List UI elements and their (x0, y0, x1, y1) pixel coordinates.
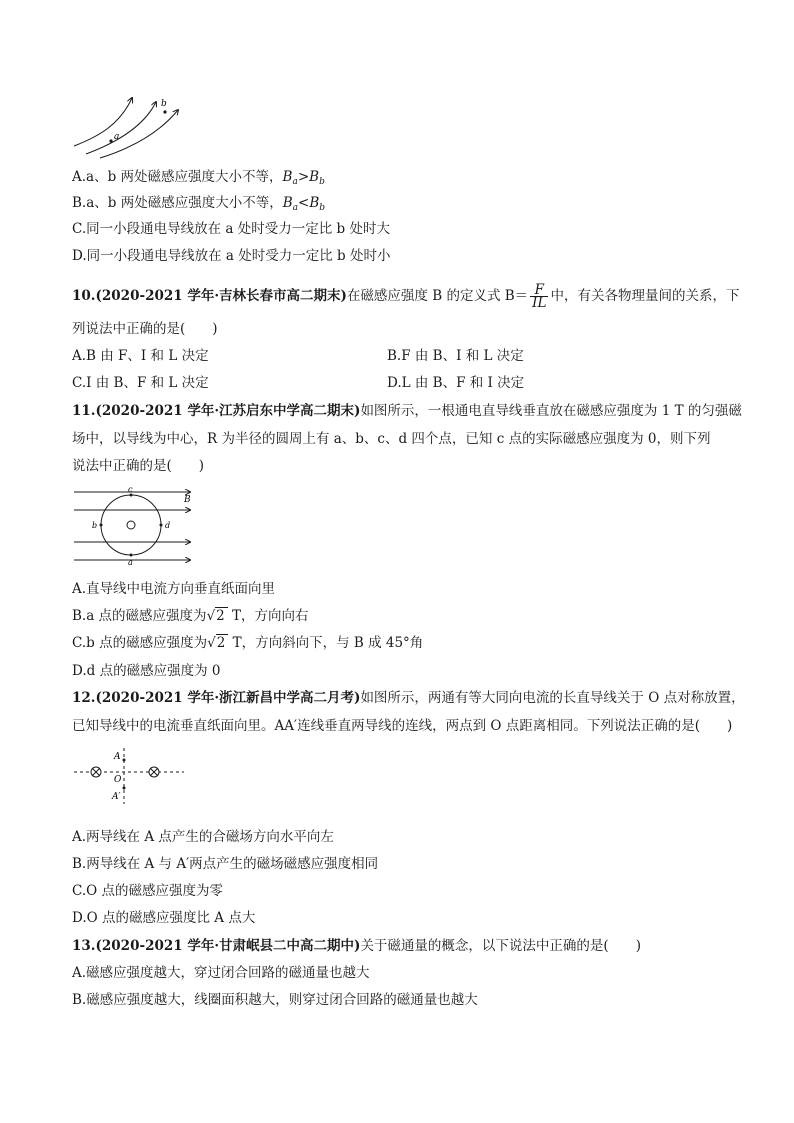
q9-option-b[interactable]: B.a、b 两处磁感应强度大小不等，$B_a<B_b$ (72, 195, 325, 213)
q12-stem-line-1: 12.(2020-2021 学年·浙江新昌中学高二月考)如图所示，两通有等大同向电流的长直导线关于 O 点对称放置， (72, 690, 745, 706)
q11-stem-line-3: 说法中正确的是( ) (72, 458, 205, 474)
field-line-2 (86, 102, 156, 154)
q12-source: (2020-2021 学年·浙江新昌中学高二月考) (95, 690, 361, 706)
field-line-3 (100, 110, 178, 158)
q11-option-c[interactable]: C.b 点的磁感应强度为√2 T，方向斜向下，与 B 成 45°角 (72, 635, 424, 651)
q12-option-a[interactable]: A.两导线在 A 点产生的合磁场方向水平向左 (72, 829, 334, 845)
point-d (160, 524, 163, 527)
q9-option-c[interactable]: C.同一小段通电导线放在 a 处时受力一定比 b 处时大 (72, 221, 390, 237)
q11-stem-line-1: 11.(2020-2021 学年·江苏启东中学高二期末)如图所示，一根通电直导线垂直放在磁感应强度为 1 T 的匀强磁 (72, 403, 742, 419)
label-a: a (128, 558, 133, 567)
q10-option-a[interactable]: A.B 由 F、I 和 L 决定 (72, 348, 209, 364)
q10-stem-line-2: 列说法中正确的是( ) (72, 321, 218, 337)
label-A: A (114, 752, 121, 762)
q9-field-lines-figure (70, 94, 190, 160)
q11-source: (2020-2021 学年·江苏启东中学高二期末) (95, 403, 361, 419)
q9-option-d[interactable]: D.同一小段通电导线放在 a 处时受力一定比 b 处时小 (72, 248, 391, 264)
point-A-prime (123, 787, 126, 790)
circle-radius-R (101, 495, 161, 555)
q10-option-c[interactable]: C.I 由 B、F 和 L 决定 (72, 375, 209, 391)
q10-source: (2020-2021 学年·吉林长春市高二期末) (95, 288, 347, 304)
label-O: O (114, 775, 122, 785)
point-b (163, 110, 166, 113)
q10-stem-line-1: 10.(2020-2021 学年·吉林长春市高二期末)在磁感应强度 B 的定义式 B＝ $\frac{F}{IL}$ 中，有关各物理量间的关系，下 (72, 282, 740, 311)
q12-two-wires-figure (72, 744, 188, 806)
q10-option-b[interactable]: B.F 由 B、I 和 L 决定 (387, 348, 524, 364)
wire-left-into-page (91, 767, 101, 777)
q13-option-b[interactable]: B.磁感应强度越大，线圈面积越大，则穿过闭合回路的磁通量也越大 (72, 992, 478, 1008)
field-line-1 (74, 98, 132, 146)
q13-option-a[interactable]: A.磁感应强度越大，穿过闭合回路的磁通量也越大 (72, 965, 370, 981)
label-d: d (165, 521, 171, 530)
q12-option-c[interactable]: C.O 点的磁感应强度为零 (72, 883, 223, 899)
q11-uniform-field-figure (72, 484, 196, 568)
q11-option-d[interactable]: D.d 点的磁感应强度为 0 (72, 663, 221, 679)
q13-stem: 13.(2020-2021 学年·甘肃岷县二中高二期中)关于磁通量的概念，以下说法中正确的是( ) (72, 938, 641, 954)
wire-cross-section (127, 521, 135, 529)
point-A (123, 759, 126, 762)
label-A-prime: A′ (112, 792, 121, 802)
q11-option-a[interactable]: A.直导线中电流方向垂直纸面向里 (72, 581, 276, 597)
point-a (109, 139, 112, 142)
q11-stem-line-2: 场中，以导线为中心，R 为半径的圆周上有 a、b、c、d 四个点，已知 c 点的实际磁感应强度为 0，则下列 (72, 431, 711, 447)
label-c: c (128, 485, 133, 494)
q12-option-d[interactable]: D.O 点的磁感应强度比 A 点大 (72, 910, 256, 926)
label-b: b (92, 521, 98, 530)
q12-stem-line-2: 已知导线中的电流垂直纸面向里。AA′连线垂直两导线的连线，两点到 O 点距离相同。下列说法正确的是( ) (72, 718, 733, 734)
q10-formula-fraction: $\frac{F}{IL}$ (532, 282, 547, 311)
point-b (100, 524, 103, 527)
q12-option-b[interactable]: B.两导线在 A 与 A′两点产生的磁场磁感应强度相同 (72, 856, 379, 872)
label-B: B (184, 495, 191, 505)
q9-option-a[interactable]: A.a、b 两处磁感应强度大小不等，$B_a>B_b$ (72, 169, 325, 187)
q10-option-d[interactable]: D.L 由 B、F 和 I 决定 (387, 375, 525, 391)
q11-option-b[interactable]: B.a 点的磁感应强度为√2 T，方向向右 (72, 608, 309, 624)
point-a (130, 554, 133, 557)
sqrt-2: √2 (207, 634, 228, 652)
label-b: b (161, 99, 167, 109)
q13-source: (2020-2021 学年·甘肃岷县二中高二期中) (95, 938, 361, 954)
label-a: a (114, 132, 120, 142)
wire-right-into-page (149, 767, 159, 777)
sqrt-2: √2 (207, 607, 228, 625)
